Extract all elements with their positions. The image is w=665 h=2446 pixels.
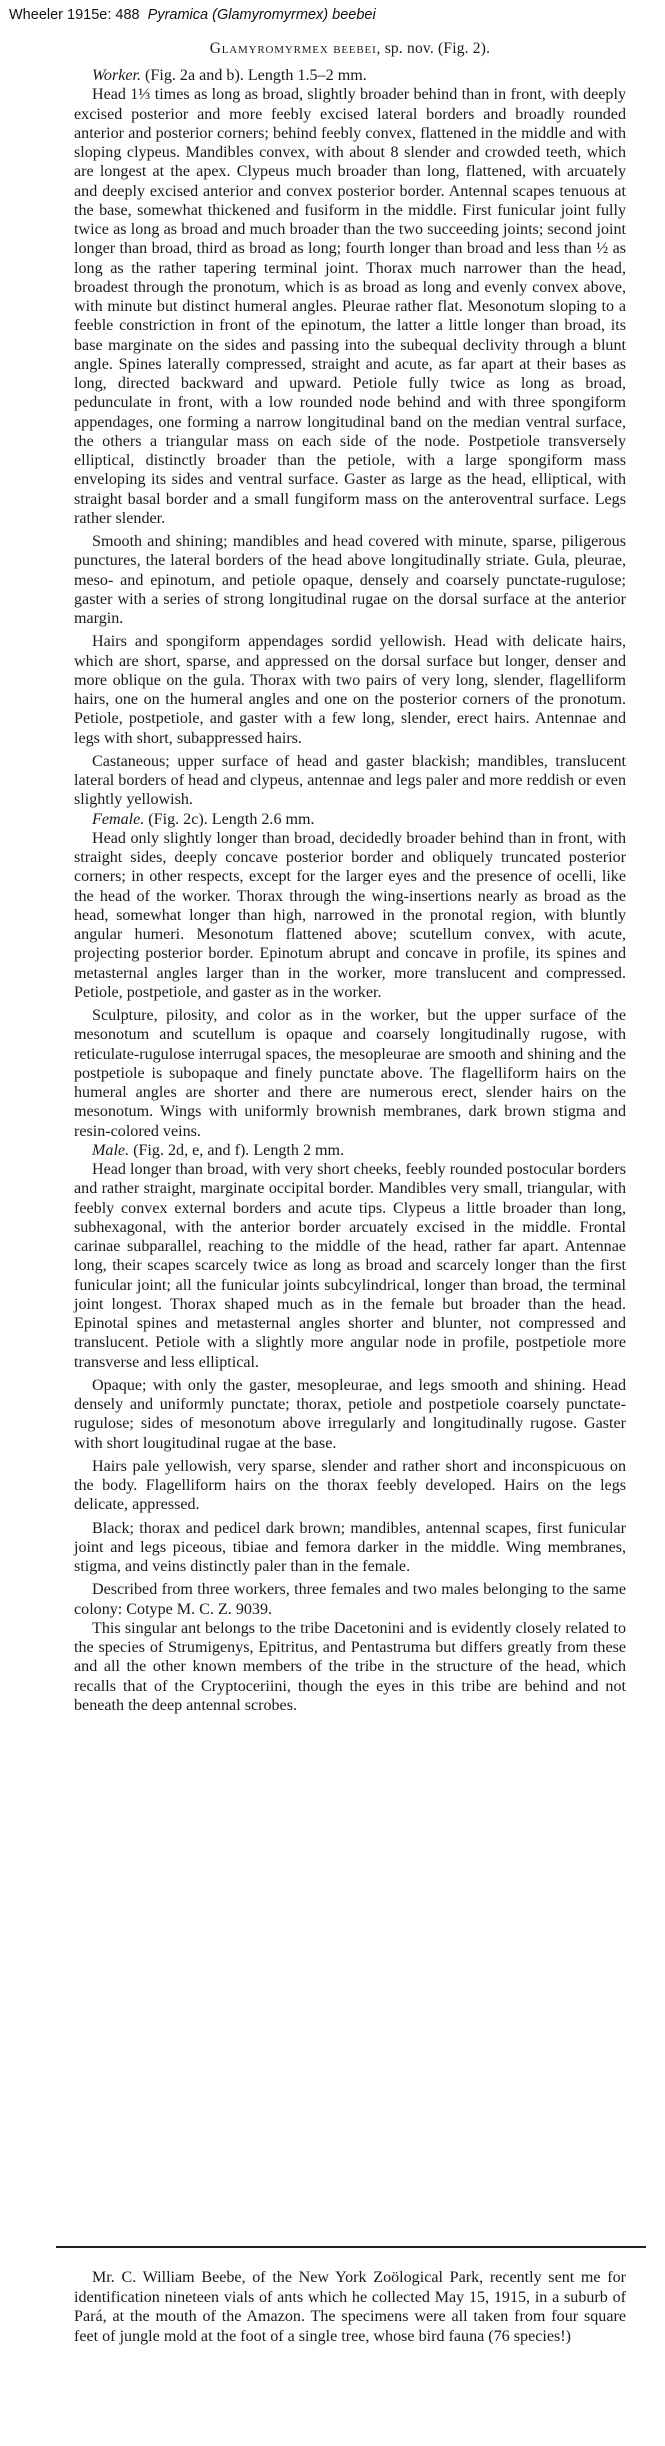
male-paragraph: This singular ant belongs to the tribe Dacetonini and is evidently closely related to the species of Strumigenys, Epitritus, and Pentastruma but differs greatly from these and all the other known members of the tribe in the structure of the head, which recalls that of the Cryptoceriini, though the eyes in this tribe are behind and not beneath the deep antennal scrobes. — [74, 1619, 626, 1714]
female-heading: Female. — [92, 810, 145, 828]
worker-intro — [74, 66, 626, 85]
male-paragraph: Head longer than broad, with very short cheeks, feebly rounded postocular borders and rather straight, marginate occipital border. Mandibles very small, triangular, with feebly convex external borders and acute tips. Clypeus a little broader than long, subhexagonal, with the anterior border arcuately excised in the middle. Frontal carinae subparallel, reaching to the middle of the head, rather far apart. Antennae long, their scapes scarcely twice as long as broad and scarcely longer than the first funicular joint; all the funicular joints subcylindrical, longer than broad, the terminal joint longest. Thorax shaped much as in the female but broader than the head. Epinotal spines and metasternal angles shorter and blunter, not compressed and translucent. Petiole with a slightly more angular node in profile, postpetiole more transverse and less elliptical. — [74, 1161, 626, 1371]
title-genus-species: Glamyromyrmex beebei — [209, 40, 377, 57]
species-name: Pyramica (Glamyromyrmex) beebei — [147, 7, 376, 23]
title-suffix: , sp. nov. (Fig. 2). — [376, 40, 491, 57]
male-paragraph: Described from three workers, three females and two males belonging to the same colony: Cotype M. C. Z. 9039. — [74, 1581, 626, 1618]
female-paragraph: Head only slightly longer than broad, decidedly broader behind than in front, with straight sides, deeply concave posterior border and obliquely truncated posterior corners; in other respects, except for the larger eyes and the presence of ocelli, like the head of the worker. Thorax through the wing-insertions nearly as broad as the head, somewhat longer than high, narrowed in the pronotal region, with bluntly angular humeri. Mesonotum flattened above; scutellum convex, with acute, projecting posterior border. Epinotum abrupt and concave in profile, its spines and metasternal angles larger than in the worker, more translucent and compressed. Petiole, postpetiole, and gaster as in the worker. — [74, 829, 626, 1001]
page-header — [9, 7, 376, 23]
male-intro — [74, 1141, 626, 1160]
worker-intro-text: (Fig. 2a and b). Length 1.5–2 mm. — [141, 67, 367, 84]
male-paragraph: Opaque; with only the gaster, mesopleurae, and legs smooth and shining. Head densely and uniformly punctate; thorax, petiole and postpetiole coarsely punctate-rugulose; sides of mesonotum above irregularly and longitudinally rugose. Gaster with short lougitudinal rugae at the base. — [74, 1376, 626, 1452]
footer-paragraph: Mr. C. William Beebe, of the New York Zoölogical Park, recently sent me for identification nineteen vials of ants which he collected May 15, 1915, in a suburb of Pará, at the mouth of the Amazon. The specimens were all taken from four square feet of jungle mold at the foot of a single tree, whose bird fauna (76 species!) — [74, 2269, 626, 2345]
male-paragraph: Black; thorax and pedicel dark brown; mandibles, antennal scapes, first funicular joint and legs piceous, tibiae and femora darker in the middle. Wing membranes, stigma, and veins distinctly paler than in the female. — [74, 1519, 626, 1575]
male-intro-text: (Fig. 2d, e, and f). Length 2 mm. — [129, 1141, 345, 1159]
citation-reference: Wheeler 1915e: 488 — [9, 7, 140, 23]
female-intro-text: (Fig. 2c). Length 2.6 mm. — [144, 810, 315, 828]
species-title — [74, 40, 626, 58]
male-heading: Male. — [92, 1141, 130, 1159]
worker-paragraph: Head 1⅓ times as long as broad, slightly broader behind than in front, with deeply excised posterior and more feebly excised lateral borders and broadly rounded anterior and posterior corners; behind feebly convex, flattened in the middle and with sloping clypeus. Mandibles convex, with about 8 slender and crowded teeth, which are longest at the apex. Clypeus much broader than long, flattened, with arcuately and deeply excised anterior and convex posterior border. Antennal scapes tenuous at the base, somewhat thickened and fusiform in the middle. First funicular joint fully twice as long as broad and much broader than the two succeeding joints; second joint longer than broad, third as broad as long; fourth longer than broad and less than ½ as long as the rather tapering terminal joint. Thorax much narrower than the head, broadest through the pronotum, which is as broad as long and evenly convex above, with minute but distinct humeral angles. Pleurae rather flat. Mesonotum sloping to a feeble constriction in front of the epinotum, the latter a little longer than broad, its base marginate on the sides and passing into the subequal declivity through a blunt angle. Spines laterally compressed, straight and acute, as far apart at their bases as long, directed backward and upward. Petiole fully twice as long as broad, pedunculate in front, with a low rounded node behind and with three spongiform appendages, one forming a narrow longitudinal band on the median ventral surface, the others a triangular mass on each side of the node. Postpetiole transversely elliptical, distinctly broader than the petiole, with a large spongiform mass enveloping its sides and ventral surface. Gaster as large as the head, elliptical, with straight basal border and a small fungiform mass on the anteroventral surface. Legs rather slender. — [74, 86, 626, 527]
worker-paragraph: Smooth and shining; mandibles and head covered with minute, sparse, piligerous punctures, the lateral borders of the head above longitudinally striate. Gula, pleurae, meso- and epinotum, and petiole opaque, densely and coarsely punctate-rugulose; gaster with a series of strong longitudinal rugae on the dorsal surface at the anterior margin. — [74, 533, 626, 627]
worker-heading: Worker. — [92, 67, 142, 84]
worker-paragraph: Hairs and spongiform appendages sordid yellowish. Head with delicate hairs, which are short, sparse, and appressed on the dorsal surface but longer, denser and more oblique on the gula. Thorax with two pairs of very long, slender, flagelliform hairs, one on the humeral angles and one on the posterior corners of the pronotum. Petiole, postpetiole, and gaster with a few long, slender, erect hairs. Antennae and legs with short, subappressed hairs. — [74, 633, 626, 747]
male-paragraph: Hairs pale yellowish, very sparse, slender and rather short and inconspicuous on the body. Flagelliform hairs on the thorax feebly developed. Hairs on the legs delicate, appressed. — [74, 1457, 626, 1514]
section-divider — [56, 2246, 646, 2248]
footer-text-block — [74, 2268, 626, 2346]
female-intro — [74, 810, 626, 829]
worker-paragraph: Castaneous; upper surface of head and gaster blackish; mandibles, translucent lateral borders of head and clypeus, antennae and legs paler and more reddish or even slightly yellowish. — [74, 752, 626, 809]
main-text-column — [74, 40, 626, 1715]
female-paragraph: Sculpture, pilosity, and color as in the worker, but the upper surface of the mesonotum and scutellum is opaque and coarsely longitudinally rugose, with reticulate-rugulose interrugal spaces, the mesopleurae are smooth and shining and the postpetiole is subopaque and finely punctate above. The flagelliform hairs on the humeral angles are shorter and there are numerous erect, slender hairs on the mesonotum. Wings with uniformly brownish membranes, dark brown stigma and resin-colored veins. — [74, 1007, 626, 1140]
